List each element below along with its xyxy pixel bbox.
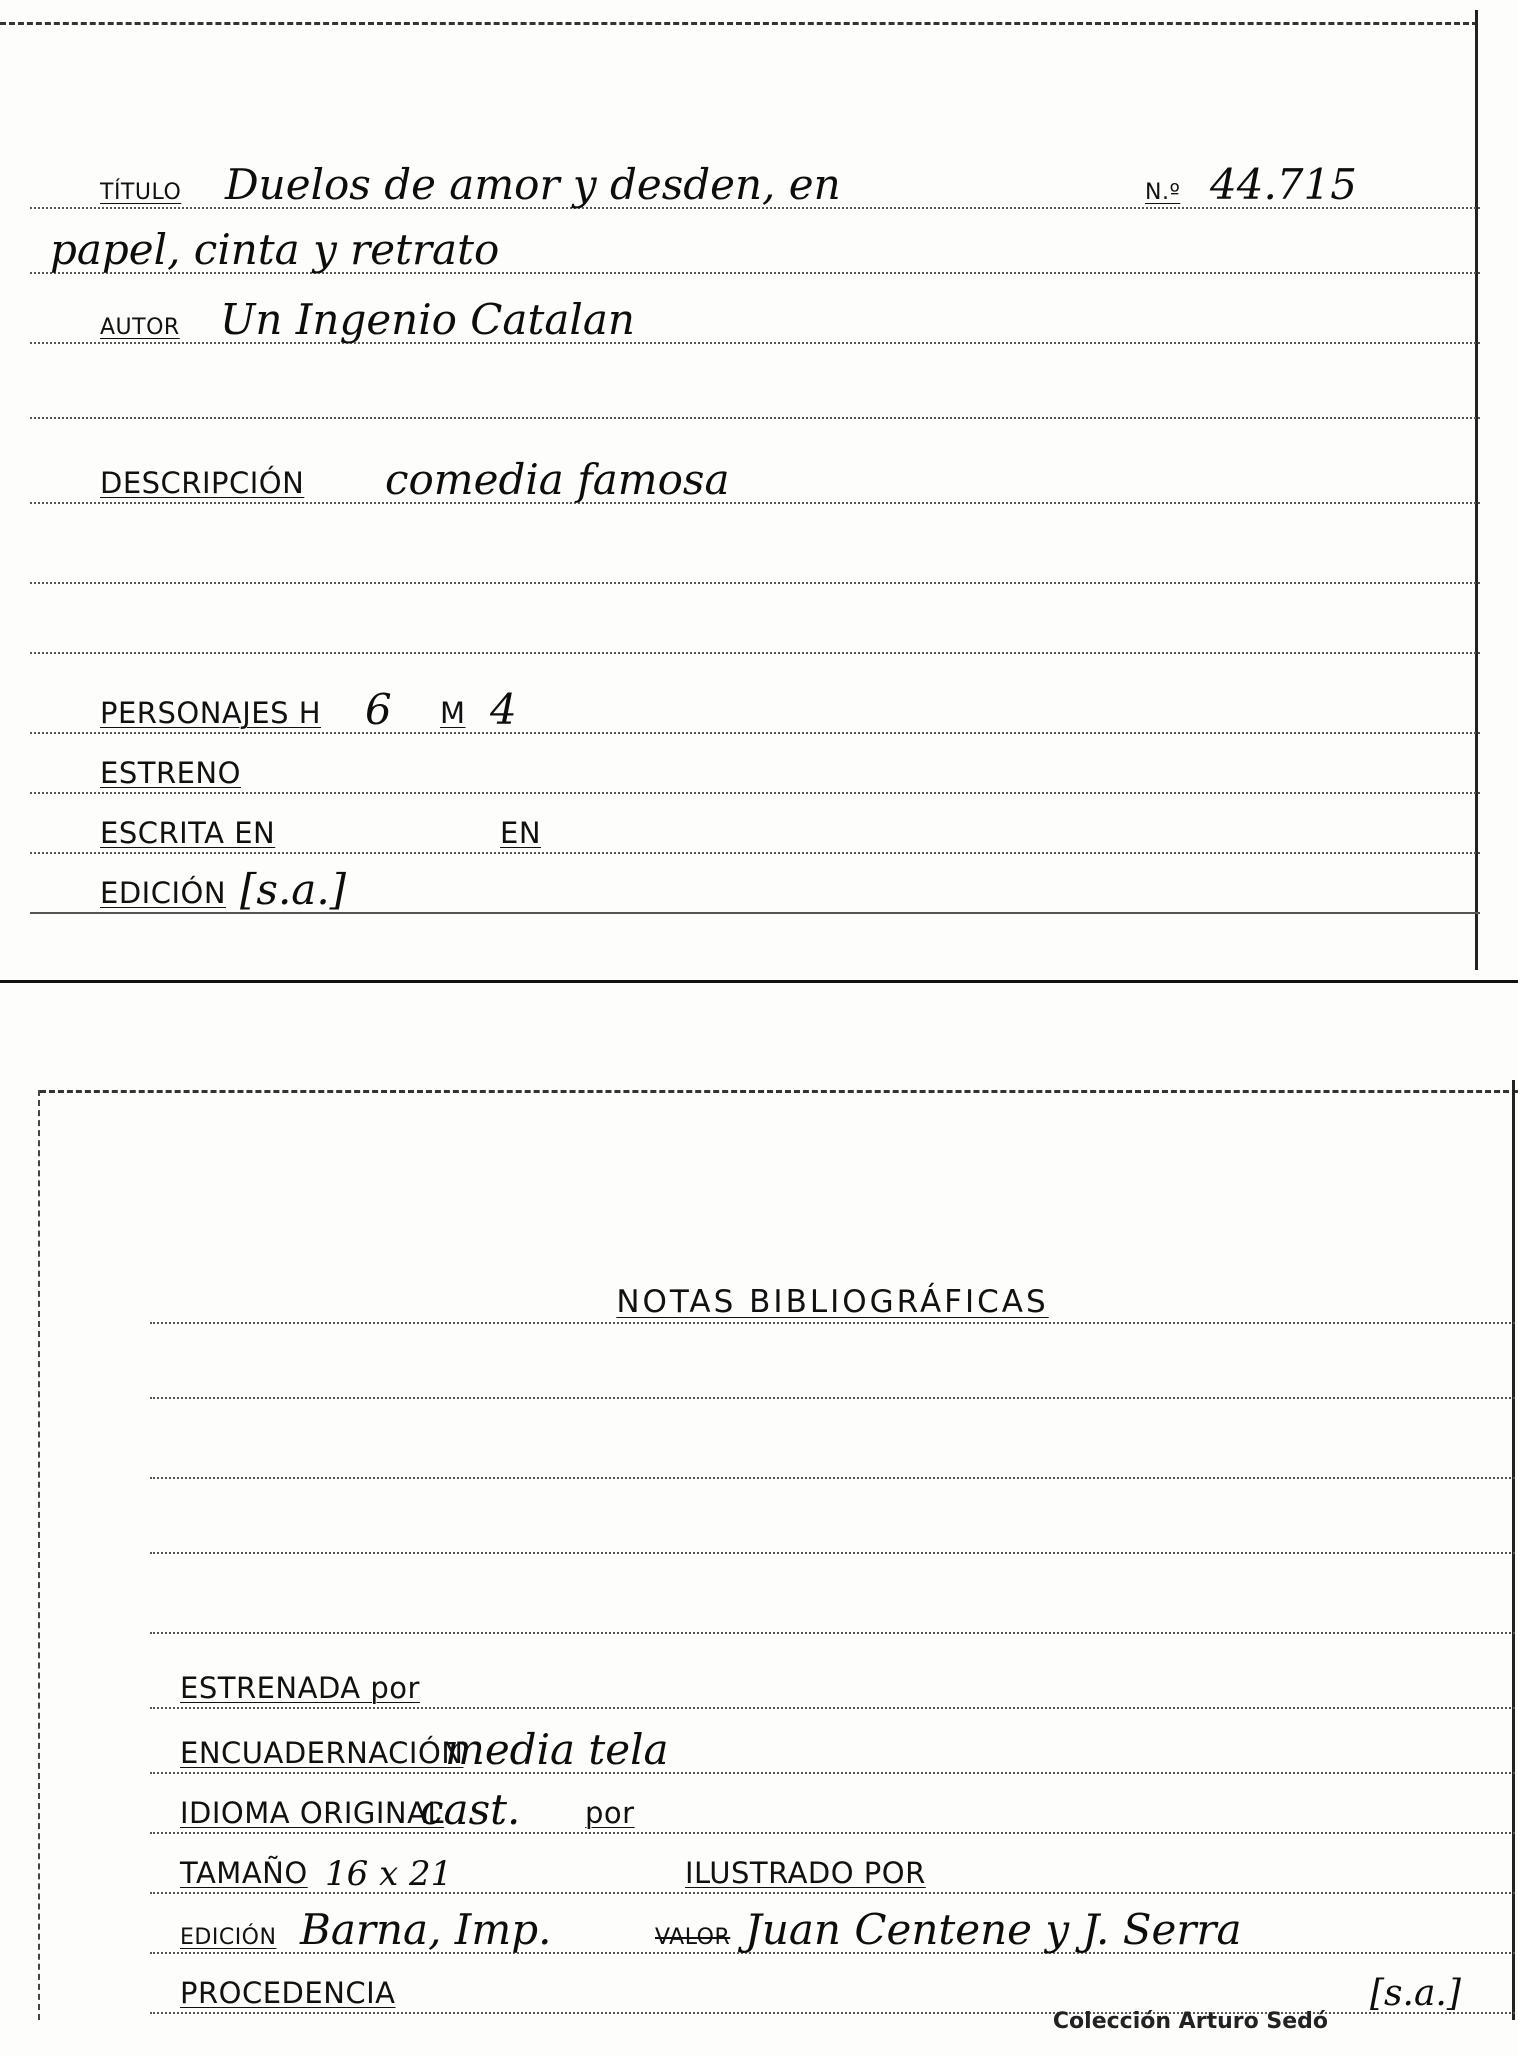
estrenada-label: ESTRENADA por: [180, 1671, 420, 1705]
collection-footer: Colección Arturo Sedó: [1052, 2009, 1328, 2034]
estreno-label: ESTRENO: [100, 756, 241, 790]
personajes-m-label: M: [440, 696, 466, 730]
ilustrado-label: ILUSTRADO POR: [685, 1856, 926, 1890]
encuadernacion-label: ENCUADERNACIÓN: [180, 1736, 464, 1770]
idioma-value: cast.: [420, 1785, 521, 1834]
card-left-border: [38, 1090, 40, 2020]
descripcion-value: comedia famosa: [385, 455, 730, 504]
titulo-cont-row: [30, 210, 1480, 280]
escrita-label: ESCRITA EN: [100, 816, 276, 850]
blank-row: [150, 1490, 1515, 1560]
card-top-border: [40, 1090, 1518, 1093]
catalog-card-front: [0, 0, 1518, 980]
card-separator: [0, 980, 1518, 983]
blank-row: [30, 590, 1480, 660]
personajes-m-value: 4: [490, 685, 517, 734]
titulo-label: TÍTULO: [100, 180, 182, 205]
edicion-label: EDICIÓN: [100, 876, 227, 910]
personajes-h-value: 6: [365, 685, 392, 734]
edicion-label: EDICIÓN: [180, 1925, 277, 1950]
descripcion-row: [30, 440, 1480, 510]
procedencia-label: PROCEDENCIA: [180, 1976, 396, 2010]
personajes-label: PERSONAJES H: [100, 696, 322, 730]
blank-row: [150, 1335, 1515, 1405]
edicion-struck: VALOR: [655, 1925, 731, 1950]
notas-heading-row: [150, 1260, 1515, 1330]
idioma-label: IDIOMA ORIGINAL: [180, 1796, 445, 1830]
numero-value: 44.715: [1210, 160, 1357, 209]
escrita-en-label: EN: [500, 816, 542, 850]
autor-row: [30, 280, 1480, 350]
descripcion-label: DESCRIPCIÓN: [100, 466, 305, 500]
idioma-por-label: por: [585, 1796, 635, 1830]
blank-row: [30, 355, 1480, 425]
procedencia-value: [s.a.]: [1370, 1973, 1461, 2014]
titulo-row: [30, 145, 1480, 215]
blank-row: [30, 520, 1480, 590]
blank-row: [150, 1415, 1515, 1485]
edicion-value: [s.a.]: [240, 865, 347, 914]
titulo-value: Duelos de amor y desden, en: [225, 160, 841, 209]
catalog-card-back: [0, 1000, 1518, 2056]
edicion-value-1: Barna, Imp.: [300, 1905, 552, 1954]
numero-label: N.º: [1145, 180, 1181, 205]
titulo-cont-value: papel, cinta y retrato: [50, 225, 500, 274]
autor-label: AUTOR: [100, 315, 180, 340]
tamano-label: TAMAÑO: [180, 1856, 308, 1890]
edicion-row: [30, 850, 1480, 920]
tamano-value: 16 x 21: [325, 1854, 453, 1894]
blank-row: [150, 1570, 1515, 1640]
autor-value: Un Ingenio Catalan: [220, 295, 635, 344]
card-top-border: [0, 22, 1478, 25]
estrenada-row: [150, 1645, 1515, 1715]
notas-heading: NOTAS BIBLIOGRÁFICAS: [616, 1284, 1049, 1320]
encuadernacion-value: media tela: [445, 1725, 669, 1774]
edicion-value-2: Juan Centene y J. Serra: [745, 1905, 1242, 1954]
